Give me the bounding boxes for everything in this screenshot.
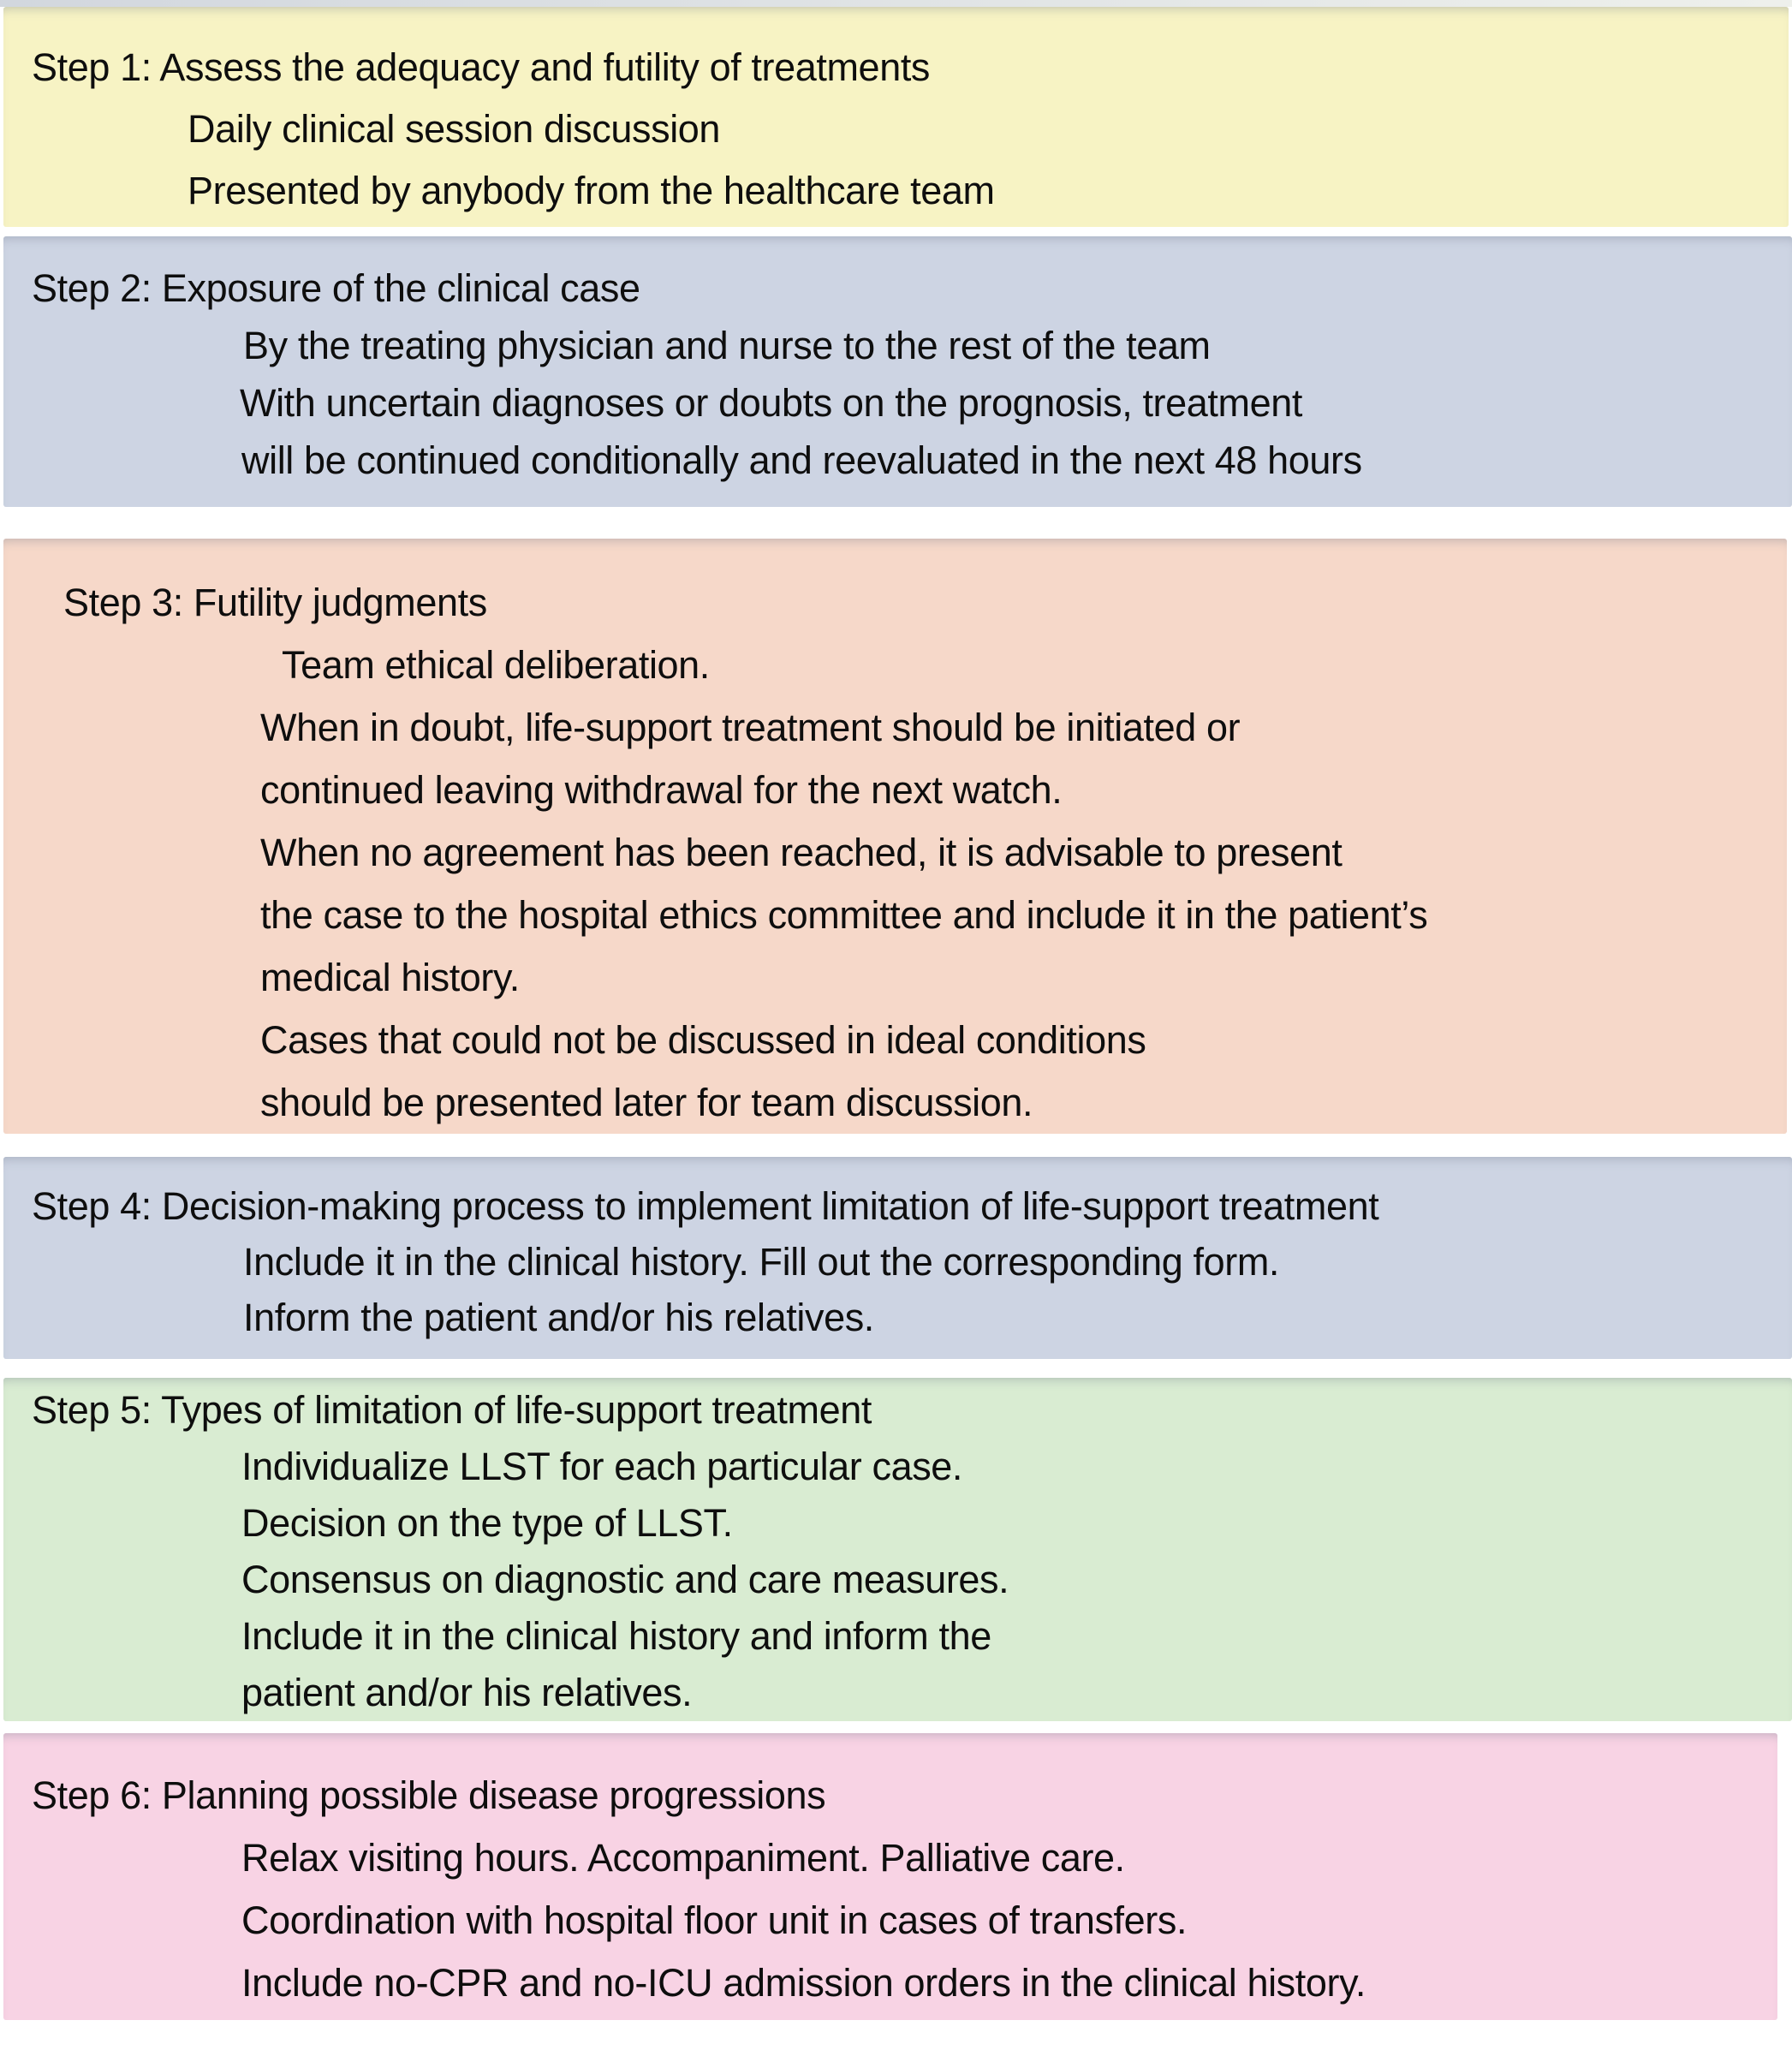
step-6-detail-line: Coordination with hospital floor unit in cases of transfers. — [241, 1898, 1188, 1942]
step-2-detail-line: will be continued conditionally and reevaluated in the next 48 hours — [241, 438, 1362, 482]
step-6-detail-line: Relax visiting hours. Accompaniment. Palliative care. — [241, 1836, 1125, 1880]
top-edge-strip — [0, 0, 1792, 7]
step-5-box — [3, 1378, 1792, 1721]
step-5-detail-line: Consensus on diagnostic and care measures. — [241, 1558, 1009, 1601]
step-1-title: Step 1: Assess the adequacy and futility of treatments — [32, 45, 931, 89]
step-3-detail-line: When in doubt, life-support treatment should be initiated or — [260, 706, 1241, 749]
step-1-detail-line: Presented by anybody from the healthcare team — [188, 169, 995, 212]
step-6-title: Step 6: Planning possible disease progressions — [32, 1773, 826, 1817]
step-4-detail-line: Include it in the clinical history. Fill out the corresponding form. — [243, 1240, 1280, 1284]
step-5-detail-line: patient and/or his relatives. — [241, 1671, 693, 1714]
step-3-box — [3, 539, 1787, 1134]
step-4-title: Step 4: Decision-making process to implement limitation of life-support treatment — [32, 1184, 1379, 1228]
step-2-detail-line: By the treating physician and nurse to the rest of the team — [243, 324, 1211, 367]
step-3-title: Step 3: Futility judgments — [63, 581, 487, 624]
step-3-detail-line: medical history. — [260, 956, 520, 999]
step-3-detail-line: should be presented later for team discussion. — [260, 1081, 1033, 1124]
step-5-detail-line: Individualize LLST for each particular case. — [241, 1445, 963, 1488]
step-5-title: Step 5: Types of limitation of life-support treatment — [32, 1388, 872, 1432]
step-6-detail-line: Include no-CPR and no-ICU admission orders in the clinical history. — [241, 1961, 1366, 2005]
step-5-detail-line: Include it in the clinical history and inform the — [241, 1614, 991, 1658]
step-1-box — [3, 7, 1789, 227]
step-6-box — [3, 1733, 1777, 2020]
step-2-box — [3, 236, 1792, 507]
step-4-box — [3, 1157, 1792, 1359]
step-3-detail-line: Team ethical deliberation. — [282, 643, 710, 687]
step-1-detail-line: Daily clinical session discussion — [188, 107, 721, 151]
step-2-title: Step 2: Exposure of the clinical case — [32, 266, 640, 310]
step-3-detail-line: the case to the hospital ethics committee and include it in the patient’s — [260, 893, 1428, 937]
step-4-detail-line: Inform the patient and/or his relatives. — [243, 1296, 874, 1339]
step-3-detail-line: continued leaving withdrawal for the next watch. — [260, 768, 1063, 812]
step-5-detail-line: Decision on the type of LLST. — [241, 1501, 733, 1545]
step-3-detail-line: When no agreement has been reached, it is advisable to present — [260, 831, 1343, 874]
step-2-detail-line: With uncertain diagnoses or doubts on the prognosis, treatment — [240, 381, 1302, 425]
step-3-detail-line: Cases that could not be discussed in ideal conditions — [260, 1018, 1146, 1062]
